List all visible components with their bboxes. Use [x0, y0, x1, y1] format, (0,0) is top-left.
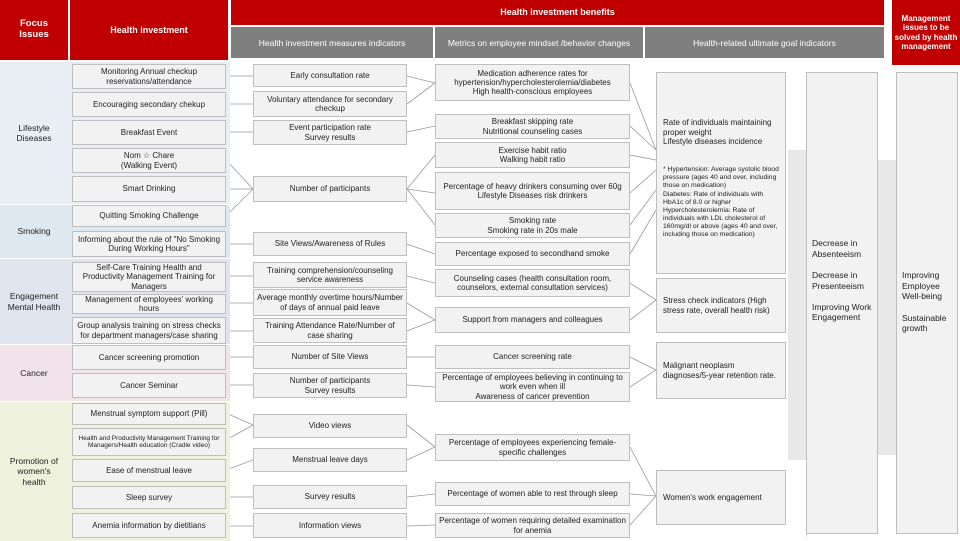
metric-item: Percentage of employees experiencing female-specific challenges: [435, 434, 630, 461]
metric-item: Support from managers and colleagues: [435, 307, 630, 333]
metric-item: Smoking rate Smoking rate in 20s male: [435, 213, 630, 238]
goal-women: Women's work engagement: [656, 470, 786, 525]
measure-item: Average monthly overtime hours/Number of days of annual paid leave: [253, 289, 407, 316]
arrow-to-management: [878, 72, 896, 540]
metric-item: Cancer screening rate: [435, 345, 630, 369]
metric-item: Percentage of heavy drinkers consuming over 60g Lifestyle Diseases risk drinkers: [435, 172, 630, 210]
issue-womens-health: Promotion of women's health: [9, 456, 59, 487]
measure-item: Event participation rate Survey results: [253, 120, 407, 145]
goal-indicators-header: Health-related ultimate goal indicators: [645, 27, 884, 58]
measure-item: Number of Site Views: [253, 345, 407, 369]
focus-issues-header: Focus Issues: [0, 0, 68, 60]
outcomes-text: Decrease in Absenteeism Decrease in Presenteeism Improving Work Engagement: [812, 238, 872, 323]
management-text: Improving Employee Well-being Sustainable growth: [902, 270, 947, 334]
goal-stress: Stress check indicators (High stress rate, overall health risk): [656, 278, 786, 333]
investment-item: Nom ☆ Chare (Walking Event): [72, 148, 226, 173]
investment-item: Management of employees' working hours: [72, 294, 226, 314]
investment-item: Monitoring Annual checkup reservations/attendance: [72, 64, 226, 89]
metric-item: Percentage of women able to rest through sleep: [435, 482, 630, 506]
investment-item: Breakfast Event: [72, 120, 226, 145]
metric-item: Medication adherence rates for hypertension/hypercholesterolemia/diabetes High health-conscious employees: [435, 64, 630, 101]
issue-smoking: Smoking: [17, 226, 51, 237]
management-issues-header: Management issues to be solved by health management: [892, 0, 960, 65]
measure-item: Survey results: [253, 485, 407, 509]
metric-item: Percentage of women requiring detailed examination for anemia: [435, 513, 630, 538]
investment-item: Sleep survey: [72, 486, 226, 509]
benefits-header: Health investment benefits: [231, 0, 884, 25]
metric-item: Exercise habit ratio Walking habit ratio: [435, 142, 630, 168]
goal-cancer: Malignant neoplasm diagnoses/5-year retention rate.: [656, 342, 786, 399]
measure-item: Training comprehension/counseling service awareness: [253, 262, 407, 288]
metric-item: Percentage exposed to secondhand smoke: [435, 242, 630, 266]
measure-item: Menstrual leave days: [253, 448, 407, 472]
investment-item: Quitting Smoking Challenge: [72, 205, 226, 227]
investment-item: Cancer Seminar: [72, 373, 226, 398]
measure-item: Number of participants: [253, 176, 407, 202]
issue-lifestyle: Lifestyle Diseases: [16, 122, 52, 143]
mindset-metrics-header: Metrics on employee mindset /behavior changes: [435, 27, 643, 58]
investment-item: Group analysis training on stress checks for department managers/case sharing: [72, 317, 226, 344]
investment-item: Self-Care Training Health and Productivity Management Training for Managers: [72, 262, 226, 292]
investment-item: Informing about the rule of "No Smoking During Working Hours": [72, 231, 226, 257]
metric-item: Breakfast skipping rate Nutritional counseling cases: [435, 114, 630, 139]
goal-lifestyle: [656, 72, 786, 274]
investment-item: Cancer screening promotion: [72, 345, 226, 370]
issue-mental-health: Engagement Mental Health: [7, 291, 61, 312]
investment-item: Ease of menstrual leave: [72, 459, 226, 482]
measure-item: Site Views/Awareness of Rules: [253, 232, 407, 256]
measure-item: Early consultation rate: [253, 64, 407, 87]
measure-item: Number of participants Survey results: [253, 373, 407, 398]
investment-item: Encouraging secondary chekup: [72, 92, 226, 117]
goal-lifestyle-note: * Hypertension: Average systolic blood pressure (ages 40 and over, including those on medication) Diabetes: Rate of individuals with HbA1c of 8.0 or higher Hypercholesterolemia: Rate of individuals with LDL cholesterol of 160mg/dl or above (ages 40 and over, including those on medication): [663, 166, 779, 239]
investment-item: Anemia information by dietitians: [72, 513, 226, 538]
metric-item: Counseling cases (health consultation room, counselors, external consultation services): [435, 269, 630, 297]
investment-item: Smart Drinking: [72, 176, 226, 202]
measure-item: Voluntary attendance for secondary checkup: [253, 91, 407, 117]
measures-indicators-header: Health investment measures indicators: [231, 27, 433, 58]
health-investment-header: Health investment: [70, 0, 228, 60]
goal-lifestyle-main: Rate of individuals maintaining proper weight Lifestyle diseases incidence: [663, 118, 772, 147]
investment-item: Health and Productivity Management Training for Managers/Health education (Cradle video): [72, 428, 226, 456]
measure-item: Information views: [253, 513, 407, 538]
investment-item: Menstrual symptom support (Pill): [72, 403, 226, 425]
issue-cancer: Cancer: [20, 367, 48, 378]
metric-item: Percentage of employees believing in continuing to work even when ill Awareness of cancer prevention: [435, 372, 630, 402]
measure-item: Video views: [253, 414, 407, 438]
measure-item: Training Attendance Rate/Number of case sharing: [253, 318, 407, 343]
